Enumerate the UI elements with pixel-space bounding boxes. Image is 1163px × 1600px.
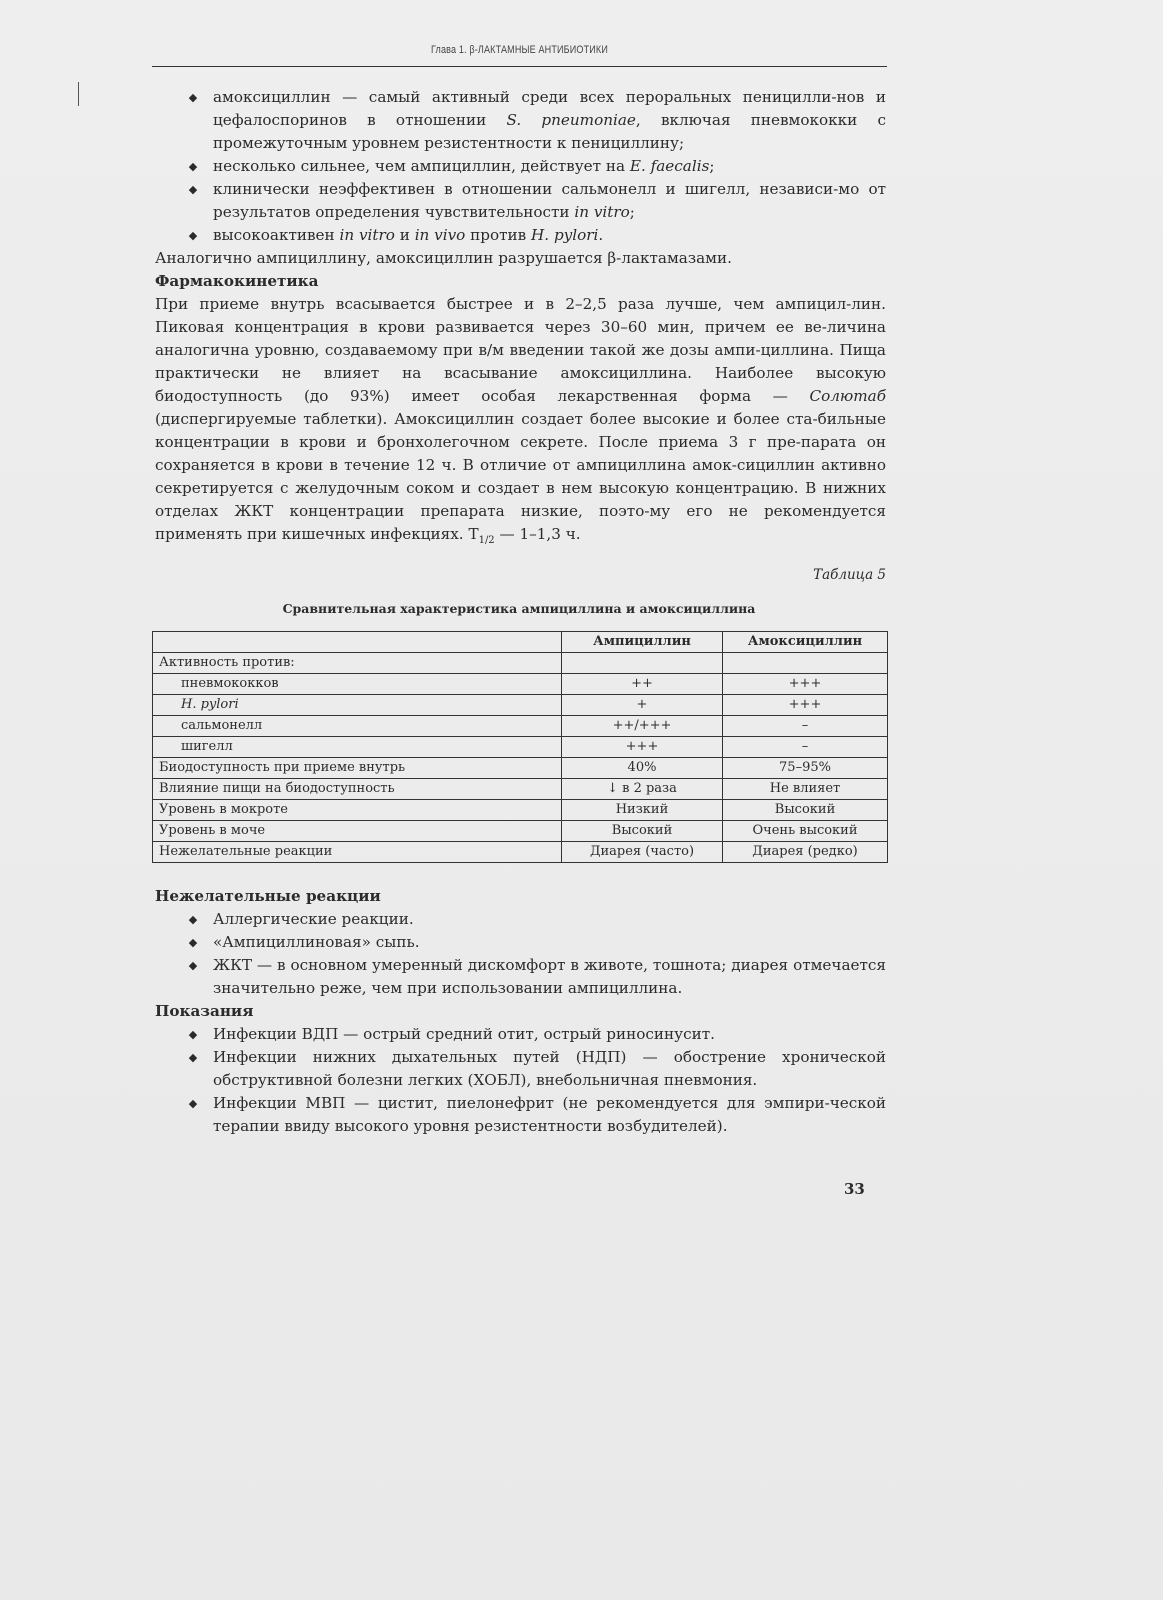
- bullet-text: ЖКТ — в основном умеренный дискомфорт в животе, тошнота; диарея отмечается значительно реже, чем при использовании ампициллина.: [213, 956, 886, 998]
- table-cell-amoxicillin: Не влияет: [723, 779, 888, 800]
- bullet-text: Инфекции ВДП — острый средний отит, острый риносинусит.: [213, 1025, 715, 1044]
- table-label: Таблица 5: [813, 567, 886, 584]
- adverse-bullet-item: [184, 954, 886, 1000]
- table-row-label: Биодоступность при приеме внутрь: [153, 758, 562, 779]
- page-content: [155, 86, 886, 1138]
- bullet-text: и: [394, 226, 415, 244]
- intro-bullet-item: [184, 86, 886, 155]
- table-cell-ampicillin: Высокий: [562, 821, 723, 842]
- bullet-diamond-icon: ◆: [188, 1028, 198, 1042]
- table-row: [153, 716, 888, 737]
- table-cell-ampicillin: ++/+++: [562, 716, 723, 737]
- bullet-text: ;: [629, 203, 635, 221]
- table-cell-amoxicillin: –: [723, 716, 888, 737]
- bullet-diamond-icon: ◆: [188, 229, 198, 242]
- adverse-heading: Нежелательные реакции: [155, 887, 381, 906]
- adverse-section: [155, 885, 886, 908]
- table-cell-amoxicillin: +++: [723, 674, 888, 695]
- table-title: Сравнительная характеристика ампициллина и амоксициллина: [282, 601, 756, 617]
- header-rule: [152, 66, 887, 67]
- bullet-text: против: [465, 226, 532, 244]
- bullet-diamond-icon: ◆: [188, 1097, 198, 1111]
- half-life-value: — 1–1,3 ч.: [494, 525, 581, 543]
- table-cell-amoxicillin: 75–95%: [723, 758, 888, 779]
- table-cell-amoxicillin: Диарея (редко): [723, 842, 888, 863]
- bullet-diamond-icon: ◆: [188, 959, 198, 973]
- table-cell-ampicillin: 40%: [562, 758, 723, 779]
- table-row: [153, 842, 888, 863]
- bullet-text: ;: [709, 157, 715, 175]
- bullet-text: клинически неэффективен в отношении сальмонелл и шигелл, независи-мо от результатов определения чувствительности: [213, 180, 886, 221]
- indications-heading: Показания: [155, 1002, 254, 1021]
- pk-italic-term: Солютаб: [809, 387, 886, 405]
- table-row-label: шигелл: [153, 737, 562, 758]
- table-row-label: H. pylori: [153, 695, 562, 716]
- table-row-label: Влияние пищи на биодоступность: [153, 779, 562, 800]
- table-cell-ampicillin: Диарея (часто): [562, 842, 723, 863]
- bullet-text: Инфекции МВП — цистит, пиелонефрит (не рекомендуется для эмпири-ческой терапии ввиду высокого уровня резистентности возбудителей).: [213, 1094, 886, 1136]
- margin-mark: [78, 82, 79, 106]
- table-body: [153, 653, 888, 863]
- table-cell-ampicillin: +: [562, 695, 723, 716]
- italic-term: H. pylori: [531, 226, 599, 244]
- indication-bullet-item: [184, 1046, 886, 1092]
- table-group-empty-cell: [723, 653, 888, 674]
- table-group-empty-cell: [562, 653, 723, 674]
- table-row: [153, 758, 888, 779]
- adverse-bullet-item: [184, 931, 886, 954]
- table-row: [153, 800, 888, 821]
- beta-lactamase-statement: Аналогично ампициллину, амоксициллин разрушается β-лактамазами.: [155, 249, 732, 267]
- table-group-row: [153, 653, 888, 674]
- table-cell-amoxicillin: +++: [723, 695, 888, 716]
- bullet-text: , включая пневмококки с промежуточным уровнем резистентности к пенициллину;: [213, 111, 886, 152]
- half-life-symbol: T: [468, 525, 479, 543]
- italic-term: S. pneumoniae: [506, 111, 636, 129]
- table-row: [153, 674, 888, 695]
- table-row-label: Нежелательные реакции: [153, 842, 562, 863]
- bullet-diamond-icon: ◆: [188, 183, 198, 196]
- adverse-bullet-list: [184, 908, 886, 1000]
- bullet-diamond-icon: ◆: [188, 936, 198, 950]
- table-header-row: [153, 632, 888, 653]
- italic-term: in vivo: [414, 226, 466, 244]
- table-header-amoxicillin: Амоксициллин: [723, 632, 888, 653]
- pharmacokinetics-paragraph: [155, 293, 886, 552]
- intro-bullet-item: [184, 178, 886, 224]
- table-row-label: пневмококков: [153, 674, 562, 695]
- table-cell-amoxicillin: –: [723, 737, 888, 758]
- bullet-text: «Ампициллиновая» сыпь.: [213, 933, 420, 952]
- table-cell-ampicillin: +++: [562, 737, 723, 758]
- bullet-diamond-icon: ◆: [188, 1051, 198, 1065]
- table-cell-amoxicillin: Высокий: [723, 800, 888, 821]
- indications-bullet-list: [184, 1023, 886, 1138]
- bullet-text: амоксициллин — самый активный среди всех пероральных пеницилли-нов и цефалоспоринов в отношении: [213, 88, 886, 129]
- table-cell-ampicillin: ++: [562, 674, 723, 695]
- table-cell-amoxicillin: Очень высокий: [723, 821, 888, 842]
- table-cell-ampicillin: Низкий: [562, 800, 723, 821]
- comparison-table: [152, 631, 888, 863]
- table-row: [153, 695, 888, 716]
- bullet-text: Аллергические реакции.: [213, 910, 414, 929]
- bullet-text: Инфекции нижних дыхательных путей (НДП) — обострение хронической обструктивной болезни легких (ХОБЛ), внебольничная пневмония.: [213, 1048, 886, 1090]
- running-head: Глава 1. β-ЛАКТАМНЫЕ АНТИБИОТИКИ: [431, 44, 608, 56]
- bullet-diamond-icon: ◆: [188, 91, 198, 104]
- table-cell-ampicillin: ↓ в 2 раза: [562, 779, 723, 800]
- intro-bullet-item: [184, 155, 886, 178]
- pk-text-1: При приеме внутрь всасывается быстрее и в 2–2,5 раза лучше, чем ампицил-лин. Пиковая концентрация в крови развивается через 30–60 мин, причем ее ве-личина аналогична уровню, создаваемому при в/м введении такой же дозы ампи-циллина. Пища практически не влияет на всасывание амоксициллина. Наиболее высокую биодоступность (до 93%) имеет особая лекарственная форма —: [155, 295, 886, 405]
- italic-term: E. faecalis: [629, 157, 710, 175]
- indication-bullet-item: [184, 1023, 886, 1046]
- italic-term: in vitro: [339, 226, 395, 244]
- italic-term: in vitro: [574, 203, 630, 221]
- table-row-label: Уровень в мокроте: [153, 800, 562, 821]
- pk-text-2: (диспергируемые таблетки). Амоксициллин создает более высокие и более ста-бильные концентрации в крови и бронхолегочном секрете. После приема 3 г пре-парата он сохраняется в крови в течение 12 ч. В отличие от ампициллина амок-сициллин активно секретируется с желудочным соком и создает в нем высокую концентрацию. В нижних отделах ЖКТ концентрации препарата низкие, поэто-му его не рекомендуется применять при кишечных инфекциях.: [155, 410, 886, 543]
- intro-bullet-item: [184, 224, 886, 247]
- page-number: 33: [844, 1180, 865, 1198]
- table-header-empty: [153, 632, 562, 653]
- bullet-text: .: [598, 226, 604, 244]
- table-header-ampicillin: Ампициллин: [562, 632, 723, 653]
- table-row: [153, 821, 888, 842]
- bullet-text: несколько сильнее, чем ампициллин, действует на: [213, 157, 630, 175]
- table-row-label: Уровень в моче: [153, 821, 562, 842]
- pharmacokinetics-heading: Фармакокинетика: [155, 272, 319, 290]
- table-row: [153, 737, 888, 758]
- half-life-subscript: 1/2: [478, 535, 495, 547]
- bullet-diamond-icon: ◆: [188, 160, 198, 173]
- table-row-label: сальмонелл: [153, 716, 562, 737]
- table-group-label: Активность против:: [153, 653, 562, 674]
- table-row: [153, 779, 888, 800]
- bullet-diamond-icon: ◆: [188, 913, 198, 927]
- adverse-bullet-item: [184, 908, 886, 931]
- bullet-text: высокоактивен: [213, 226, 340, 244]
- intro-bullet-list: [184, 86, 886, 247]
- indication-bullet-item: [184, 1092, 886, 1138]
